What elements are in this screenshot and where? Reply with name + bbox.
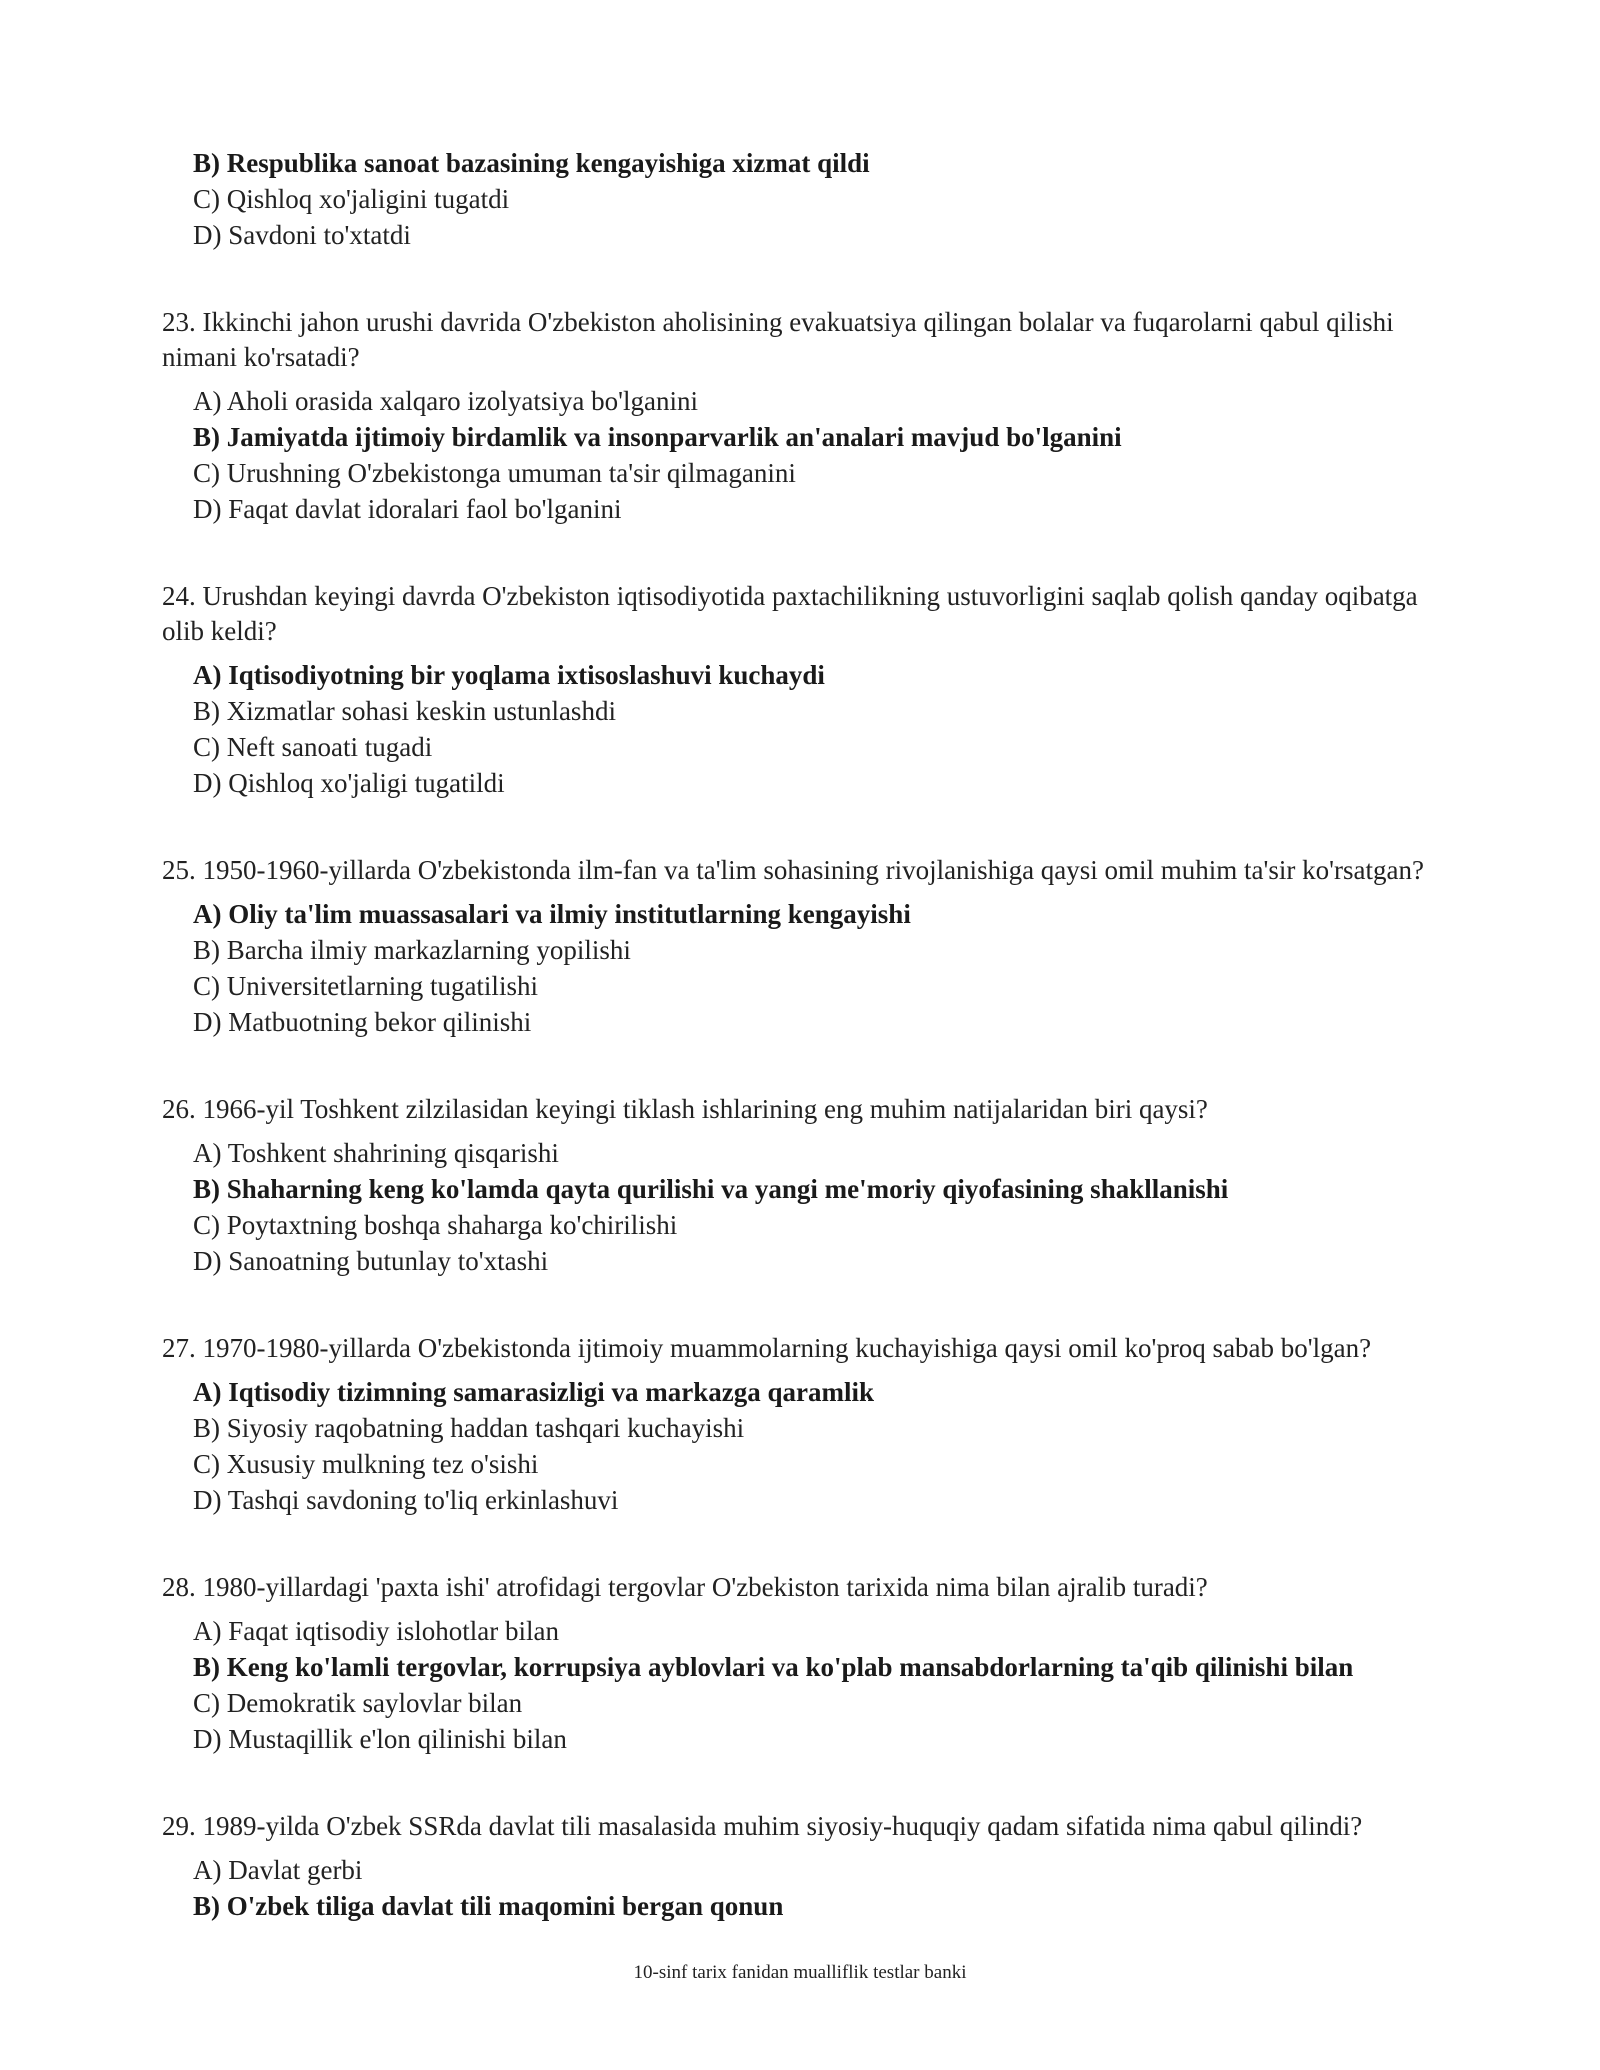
option: C) Demokratik saylovlar bilan (193, 1688, 523, 1718)
option: B) Siyosiy raqobatning haddan tashqari kuchayishi (193, 1413, 745, 1443)
question-25 (162, 853, 1462, 1040)
option: C) Poytaxtning boshqa shaharga ko'chirilishi (193, 1210, 678, 1240)
option-correct: B) Respublika sanoat bazasining kengayishiga xizmat qildi (193, 148, 870, 178)
option: B) Barcha ilmiy markazlarning yopilishi (193, 935, 631, 965)
question-28 (162, 1570, 1462, 1757)
option-correct: A) Oliy ta'lim muassasalari va ilmiy institutlarning kengayishi (193, 899, 911, 929)
option: C) Universitetlarning tugatilishi (193, 971, 538, 1001)
option: A) Toshkent shahrining qisqarishi (193, 1138, 559, 1168)
option: C) Neft sanoati tugadi (193, 732, 433, 762)
option-correct: B) Jamiyatda ijtimoiy birdamlik va insonparvarlik an'analari mavjud bo'lganini (193, 422, 1122, 452)
option: D) Savdoni to'xtatdi (193, 220, 411, 250)
question-27 (162, 1331, 1462, 1518)
option: A) Davlat gerbi (193, 1855, 363, 1885)
question-text: 26. 1966-yil Toshkent zilzilasidan keyingi tiklash ishlarining eng muhim natijalaridan biri qaysi? (162, 1094, 1208, 1124)
option: D) Sanoatning butunlay to'xtashi (193, 1246, 549, 1276)
option-correct: B) O'zbek tiliga davlat tili maqomini bergan qonun (193, 1891, 784, 1921)
option-correct: B) Keng ko'lamli tergovlar, korrupsiya ayblovlari va ko'plab mansabdorlarning ta'qib qilinishi bilan (193, 1652, 1354, 1682)
test-content (162, 145, 1462, 1976)
question-text: 23. Ikkinchi jahon urushi davrida O'zbekiston aholisining evakuatsiya qilingan bolalar va fuqarolarni qabul qilishi nimani ko'rsatadi? (162, 307, 1394, 372)
question-text: 27. 1970-1980-yillarda O'zbekistonda ijtimoiy muammolarning kuchayishiga qaysi omil ko'proq sabab bo'lgan? (162, 1333, 1372, 1363)
option: D) Mustaqillik e'lon qilinishi bilan (193, 1724, 567, 1754)
question-text: 24. Urushdan keyingi davrda O'zbekiston iqtisodiyotida paxtachilikning ustuvorligini saqlab qolish qanday oqibatga olib keldi? (162, 581, 1418, 646)
question-24 (162, 579, 1462, 801)
option: B) Xizmatlar sohasi keskin ustunlashdi (193, 696, 616, 726)
question-29 (162, 1809, 1462, 1924)
question-text: 25. 1950-1960-yillarda O'zbekistonda ilm-fan va ta'lim sohasining rivojlanishiga qaysi omil muhim ta'sir ko'rsatgan? (162, 855, 1424, 885)
option: C) Xususiy mulkning tez o'sishi (193, 1449, 539, 1479)
continued-options (162, 145, 1462, 253)
option: D) Faqat davlat idoralari faol bo'lganini (193, 494, 622, 524)
option: C) Urushning O'zbekistonga umuman ta'sir qilmaganini (193, 458, 796, 488)
question-23 (162, 305, 1462, 527)
option: D) Tashqi savdoning to'liq erkinlashuvi (193, 1485, 619, 1515)
page-footer: 10-sinf tarix fanidan mualliflik testlar banki (633, 1962, 967, 1983)
option: D) Matbuotning bekor qilinishi (193, 1007, 532, 1037)
option: A) Aholi orasida xalqaro izolyatsiya bo'lganini (193, 386, 698, 416)
option-correct: A) Iqtisodiy tizimning samarasizligi va markazga qaramlik (193, 1377, 874, 1407)
question-26 (162, 1092, 1462, 1279)
question-text: 28. 1980-yillardagi 'paxta ishi' atrofidagi tergovlar O'zbekiston tarixida nima bilan ajralib turadi? (162, 1572, 1208, 1602)
option: C) Qishloq xo'jaligini tugatdi (193, 184, 510, 214)
option-correct: B) Shaharning keng ko'lamda qayta qurilishi va yangi me'moriy qiyofasining shakllanishi (193, 1174, 1229, 1204)
question-text: 29. 1989-yilda O'zbek SSRda davlat tili masalasida muhim siyosiy-huquqiy qadam sifatida nima qabul qilindi? (162, 1811, 1363, 1841)
option-correct: A) Iqtisodiyotning bir yoqlama ixtisoslashuvi kuchaydi (193, 660, 825, 690)
option: A) Faqat iqtisodiy islohotlar bilan (193, 1616, 559, 1646)
option: D) Qishloq xo'jaligi tugatildi (193, 768, 505, 798)
